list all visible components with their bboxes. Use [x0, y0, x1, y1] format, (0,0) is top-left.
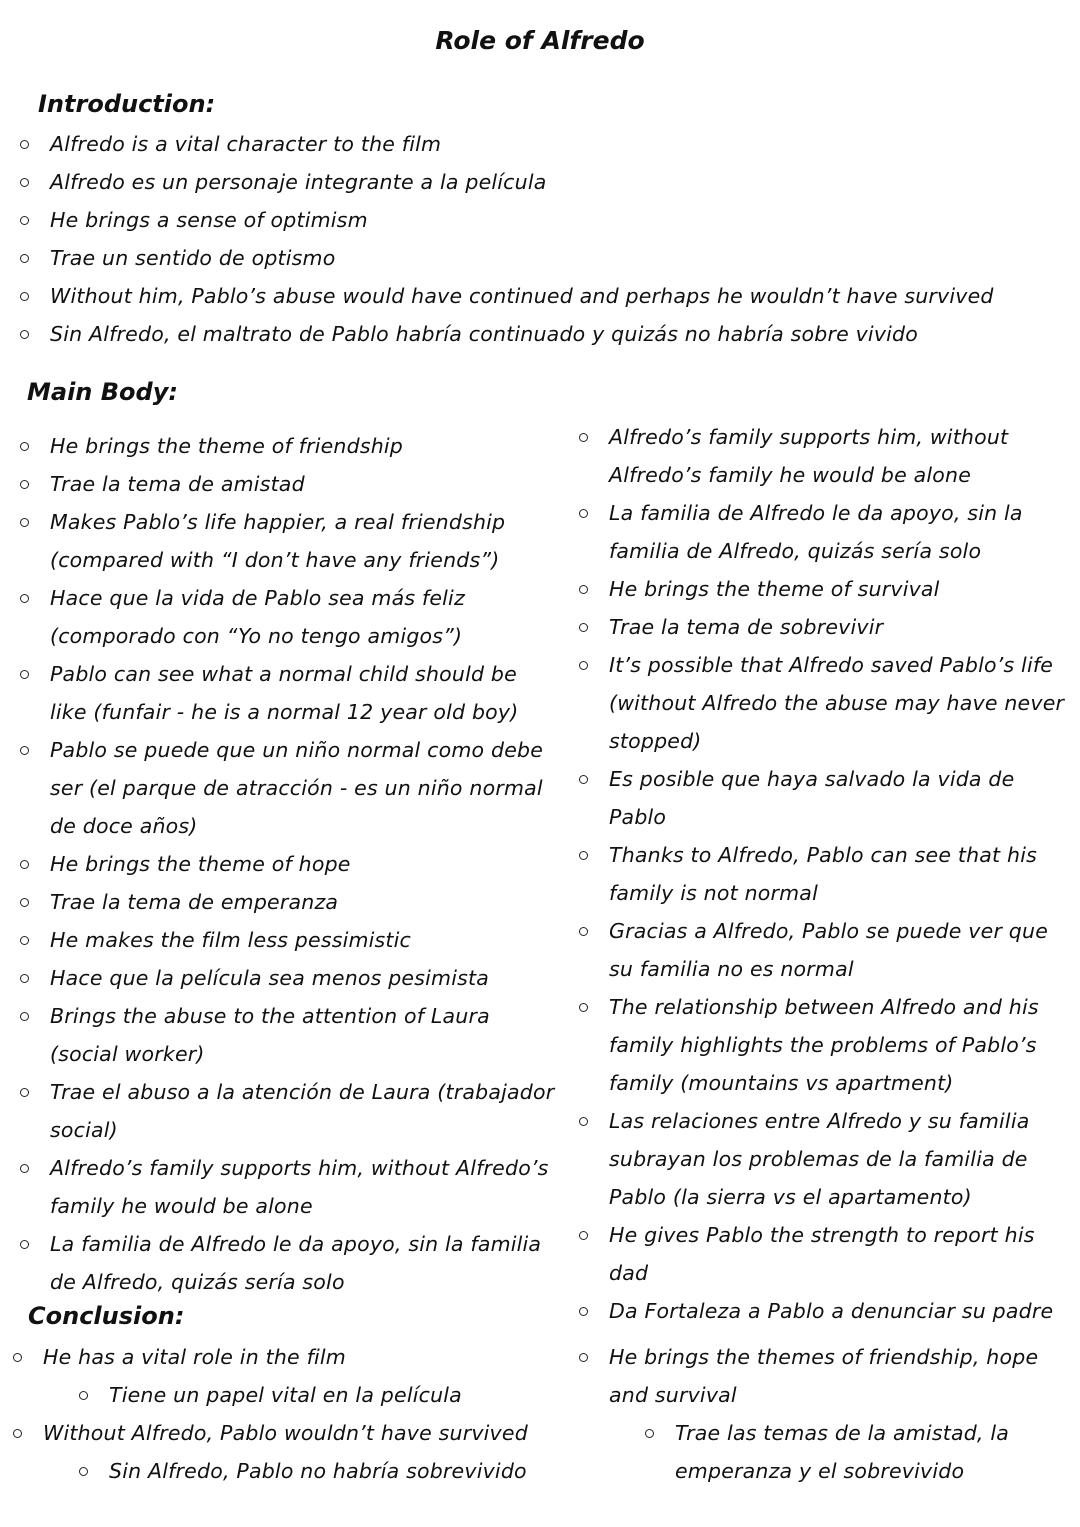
list-item: Pablo se puede que un niño normal como debe ser (el parque de atracción - es un niño normal de doce años): [20, 731, 560, 845]
list-item: La familia de Alfredo le da apoyo, sin la familia de Alfredo, quizás sería solo: [579, 494, 1069, 570]
list-item: Trae la tema de amistad: [20, 465, 560, 503]
list-item: Tiene un papel vital en la película: [79, 1376, 553, 1414]
main-body-right-list: [579, 418, 1069, 1330]
list-item: He brings a sense of optimism: [20, 201, 1060, 239]
list-item: Brings the abuse to the attention of Laura (social worker): [20, 997, 560, 1073]
list-item: The relationship between Alfredo and his family highlights the problems of Pablo’s family (mountains vs apartment): [579, 988, 1069, 1102]
list-item: La familia de Alfredo le da apoyo, sin la familia de Alfredo, quizás sería solo: [20, 1225, 560, 1301]
list-item: Without him, Pablo’s abuse would have continued and perhaps he wouldn’t have survived: [20, 277, 1060, 315]
list-item: Makes Pablo’s life happier, a real friendship (compared with “I don’t have any friends”): [20, 503, 560, 579]
list-item: He gives Pablo the strength to report his dad: [579, 1216, 1069, 1292]
list-item: He brings the theme of friendship: [20, 427, 560, 465]
list-item: Trae las temas de la amistad, la emperanza y el sobrevivido: [645, 1414, 1059, 1490]
list-item: Gracias a Alfredo, Pablo se puede ver que su familia no es normal: [579, 912, 1069, 988]
list-item: Trae la tema de emperanza: [20, 883, 560, 921]
list-item: Trae el abuso a la atención de Laura (trabajador social): [20, 1073, 560, 1149]
list-item: It’s possible that Alfredo saved Pablo’s life (without Alfredo the abuse may have never stopped): [579, 646, 1069, 760]
list-item: He brings the themes of friendship, hope and survival: [579, 1338, 1059, 1414]
conclusion-left-list: [13, 1338, 553, 1490]
list-item: Trae la tema de sobrevivir: [579, 608, 1069, 646]
conclusion-heading: Conclusion:: [28, 1302, 185, 1330]
list-item: Thanks to Alfredo, Pablo can see that his family is not normal: [579, 836, 1069, 912]
introduction-list: [20, 125, 1060, 353]
list-item: Without Alfredo, Pablo wouldn’t have survived: [13, 1414, 553, 1452]
conclusion-right-list: [579, 1338, 1059, 1490]
list-item: He makes the film less pessimistic: [20, 921, 560, 959]
page-title: Role of Alfredo: [435, 26, 645, 55]
list-item: Alfredo’s family supports him, without Alfredo’s family he would be alone: [20, 1149, 560, 1225]
list-item: Hace que la vida de Pablo sea más feliz (comporado con “Yo no tengo amigos”): [20, 579, 560, 655]
introduction-heading: Introduction:: [38, 90, 216, 118]
list-item: He brings the theme of survival: [579, 570, 1069, 608]
list-item: Alfredo’s family supports him, without Alfredo’s family he would be alone: [579, 418, 1069, 494]
list-item: Trae un sentido de optismo: [20, 239, 1060, 277]
list-item: Da Fortaleza a Pablo a denunciar su padre: [579, 1292, 1069, 1330]
list-item: Sin Alfredo, el maltrato de Pablo habría continuado y quizás no habría sobre vivido: [20, 315, 1060, 353]
list-item: Alfredo is a vital character to the film: [20, 125, 1060, 163]
list-item: He brings the theme of hope: [20, 845, 560, 883]
list-item: Sin Alfredo, Pablo no habría sobrevivido: [79, 1452, 553, 1490]
list-item: Alfredo es un personaje integrante a la película: [20, 163, 1060, 201]
list-item: Pablo can see what a normal child should be like (funfair - he is a normal 12 year old boy): [20, 655, 560, 731]
list-item: Es posible que haya salvado la vida de Pablo: [579, 760, 1069, 836]
main-body-left-list: [20, 427, 560, 1301]
list-item: Las relaciones entre Alfredo y su familia subrayan los problemas de la familia de Pablo (la sierra vs el apartamento): [579, 1102, 1069, 1216]
list-item: He has a vital role in the film: [13, 1338, 553, 1376]
list-item: Hace que la película sea menos pesimista: [20, 959, 560, 997]
main-body-heading: Main Body:: [27, 378, 178, 406]
